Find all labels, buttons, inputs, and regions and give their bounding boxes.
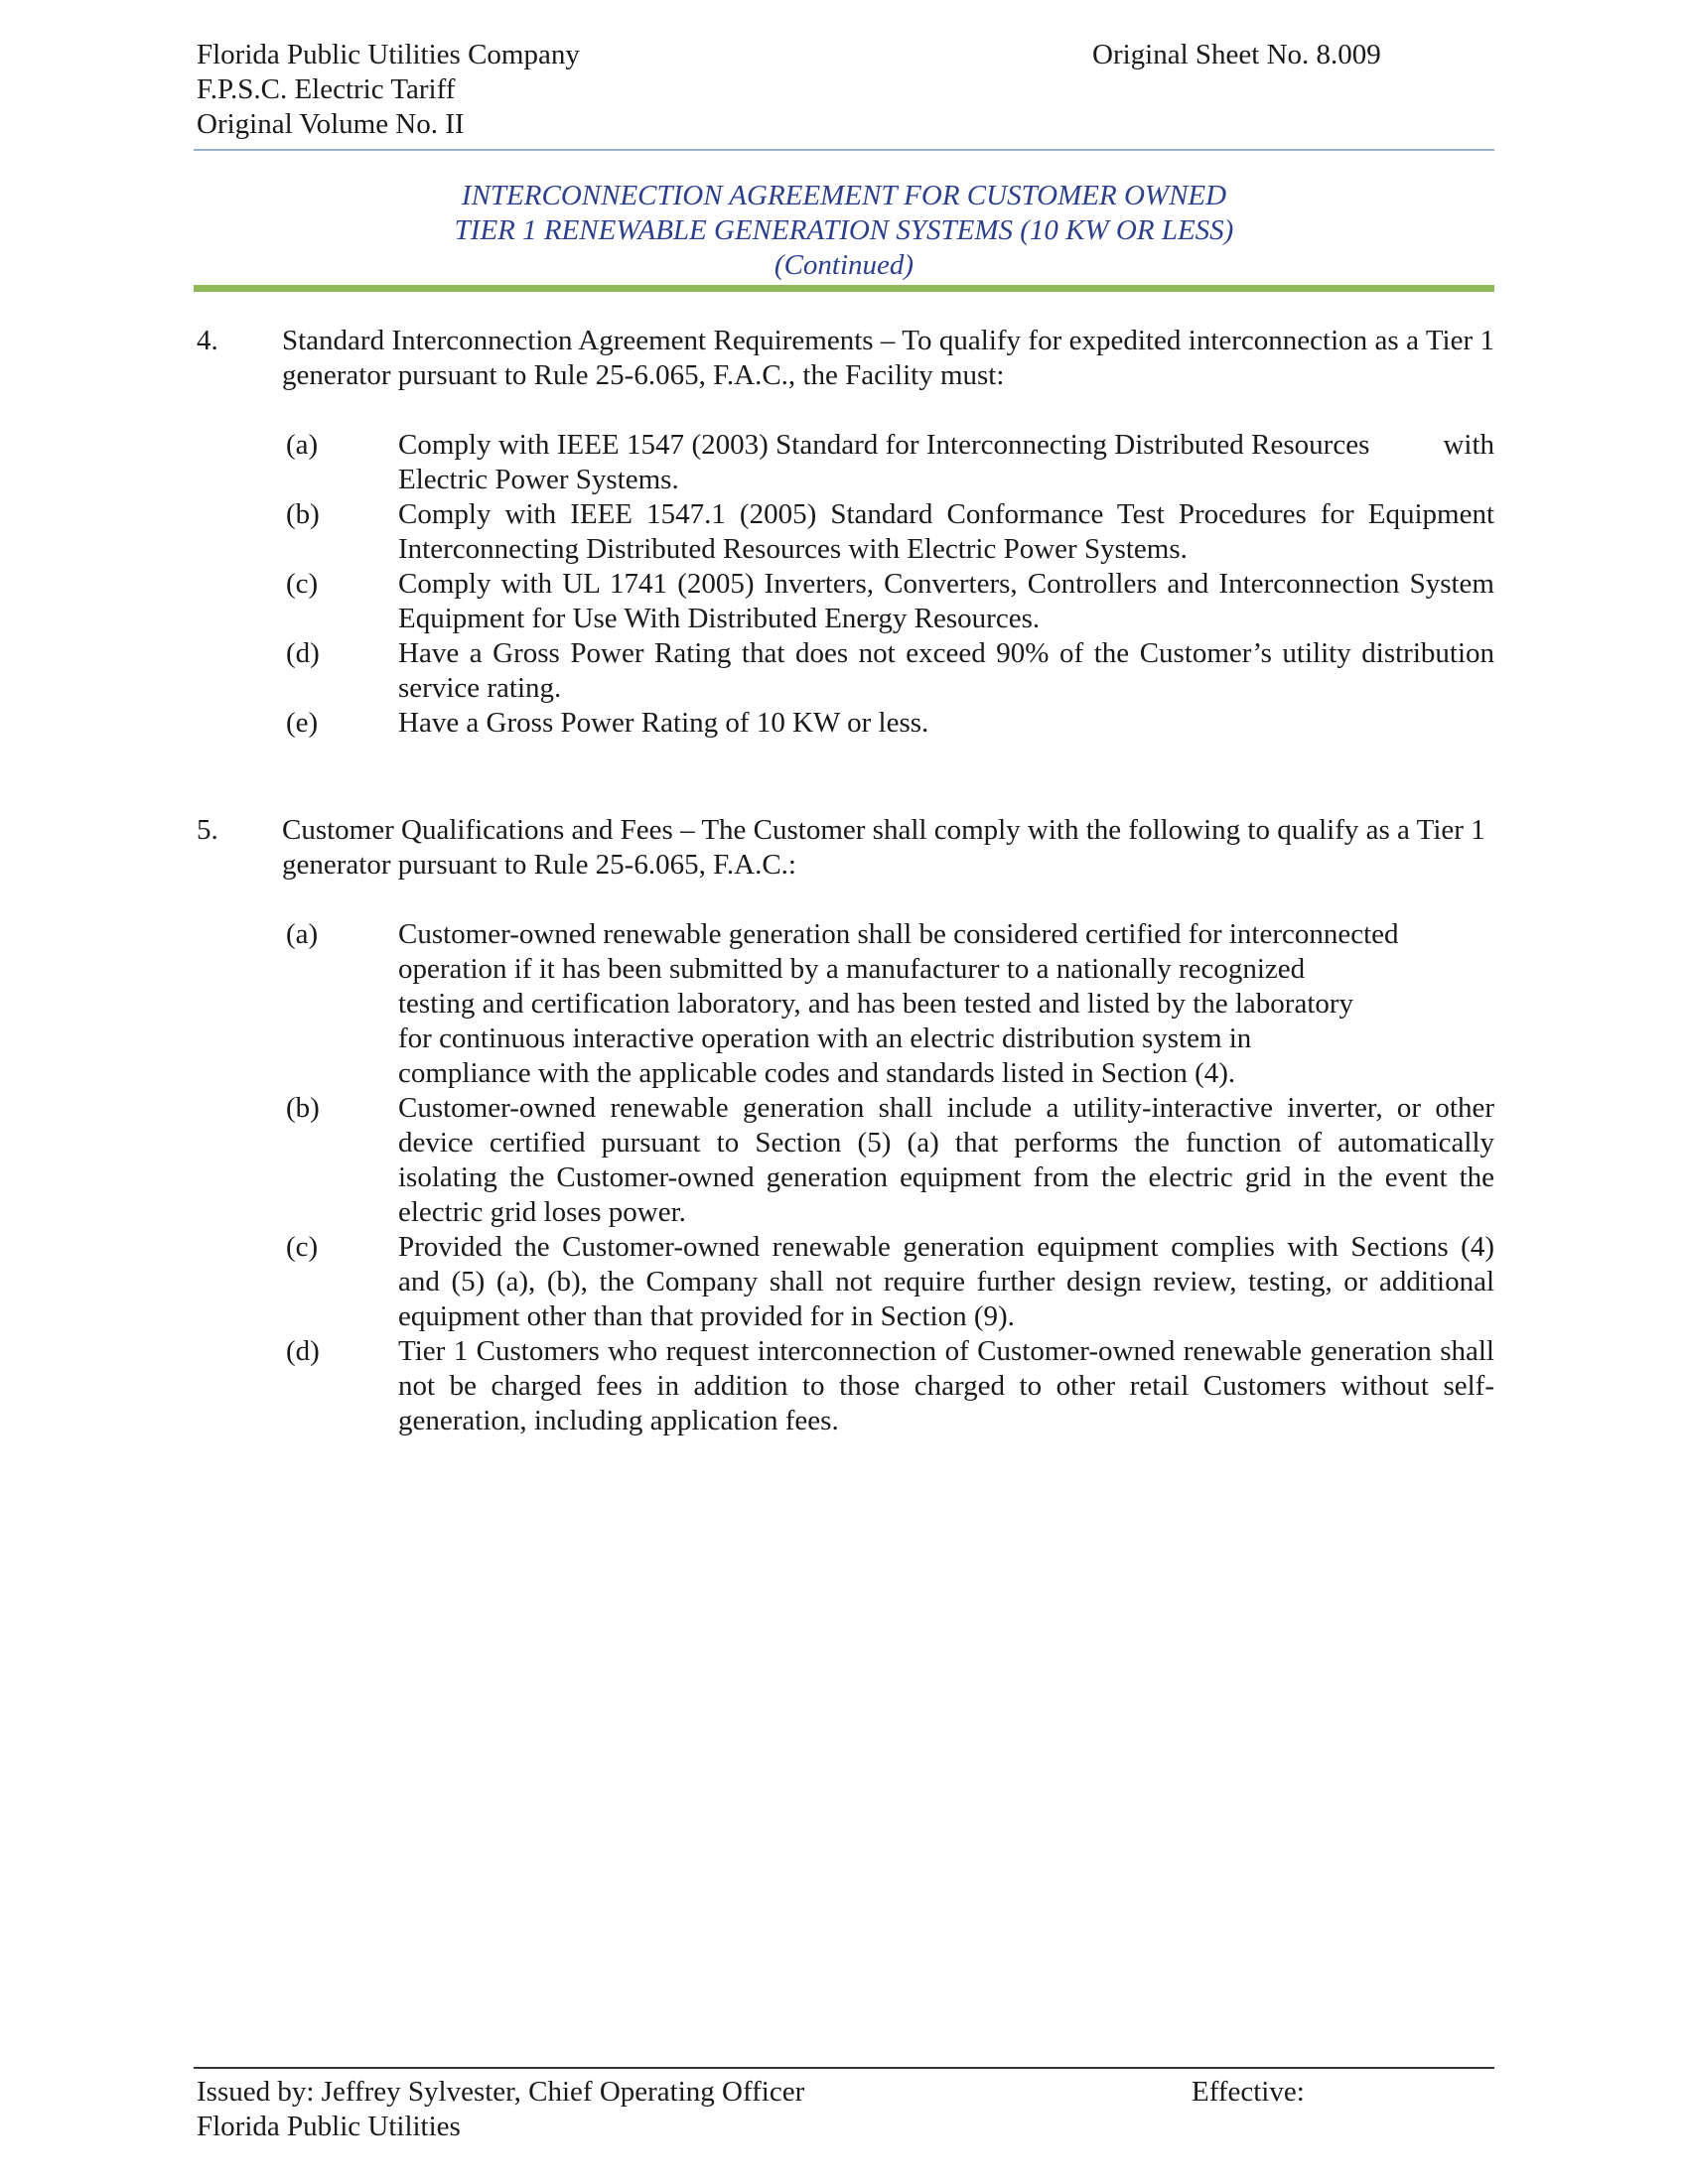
footer-left (197, 2075, 804, 2144)
volume-label: Original Volume No. II (197, 108, 465, 140)
list-item (286, 917, 1494, 1091)
item-letter: (e) (286, 707, 319, 739)
footer-divider (194, 2067, 1494, 2069)
issued-by: Issued by: Jeffrey Sylvester, Chief Operating Officer (197, 2076, 805, 2108)
list-item (286, 567, 1494, 636)
item-text: Have a Gross Power Rating that does not exceed 90% of the Customer’s utility distribution service rating. (398, 637, 1494, 704)
item-letter: (b) (286, 498, 320, 530)
item-letter: (b) (286, 1092, 320, 1124)
section-4 (197, 324, 1502, 741)
effective-date-label: Effective: (1192, 2076, 1305, 2108)
item-text: Tier 1 Customers who request interconnection of Customer-owned renewable generation shall not be charged fees in addition to those charged to other retail Customers without self-generation, including application fees. (398, 1335, 1494, 1436)
item-line: Customer-owned renewable generation shall be considered certified for interconnected (398, 918, 1399, 950)
company-name: Florida Public Utilities Company (197, 39, 580, 70)
section-heading-text: Customer Qualifications and Fees – The Customer shall comply with the following to qualify as a Tier 1 generator pursuant to Rule 25-6.065, F.A.C.: (282, 814, 1485, 881)
item-letter: (c) (286, 568, 319, 600)
footer-organization: Florida Public Utilities (197, 2111, 461, 2142)
section-heading-text: Standard Interconnection Agreement Requirements – To qualify for expedited interconnection as a Tier 1 generator pursuant to Rule 25-6.065, F.A.C., the Facility must: (282, 325, 1494, 391)
item-letter: (d) (286, 637, 320, 669)
item-text: Provided the Customer-owned renewable generation equipment complies with Sections (4) and (5) (a), (b), the Company shall not require further design review, testing, or additional equipment other than that provided for in Section (9). (398, 1231, 1494, 1332)
item-line: operation if it has been submitted by a manufacturer to a nationally recognized (398, 953, 1306, 985)
item-letter: (c) (286, 1231, 319, 1263)
section-4-items (197, 428, 1502, 741)
item-text: Have a Gross Power Rating of 10 KW or less. (398, 707, 929, 739)
list-item (286, 636, 1494, 706)
item-text: Customer-owned renewable generation shall include a utility-interactive inverter, or other device certified pursuant to Section (5) (a) that performs the function of automatically isolating the Customer-owned generation equipment from the electric grid in the event the electric grid loses power. (398, 1092, 1494, 1228)
item-line: for continuous interactive operation with an electric distribution system in (398, 1023, 1252, 1054)
title-continued: (Continued) (774, 249, 914, 281)
list-item (286, 428, 1502, 497)
sheet-number: Original Sheet No. 8.009 (1092, 39, 1381, 70)
tariff-name: F.P.S.C. Electric Tariff (197, 73, 456, 105)
section-5-items (197, 917, 1494, 1438)
item-letter: (a) (286, 918, 319, 950)
section-5 (197, 813, 1494, 1438)
header-divider (194, 149, 1494, 151)
list-item (286, 1091, 1494, 1230)
section-number: 5. (197, 814, 218, 846)
header-left (197, 38, 580, 142)
title-line-2: TIER 1 RENEWABLE GENERATION SYSTEMS (10 KW OR LESS) (454, 214, 1234, 246)
item-text: Comply with IEEE 1547.1 (2005) Standard Conformance Test Procedures for Equipment Interconnecting Distributed Resources with Electric Power Systems. (398, 498, 1494, 565)
document-title (194, 179, 1494, 283)
list-item (286, 706, 1494, 741)
list-item (286, 497, 1494, 567)
item-letter: (d) (286, 1335, 320, 1367)
list-item (286, 1230, 1494, 1334)
item-line: compliance with the applicable codes and standards listed in Section (4). (398, 1057, 1236, 1089)
title-divider (194, 285, 1494, 292)
item-line: testing and certification laboratory, and has been tested and listed by the laboratory (398, 988, 1354, 1020)
item-text: Comply with UL 1741 (2005) Inverters, Converters, Controllers and Interconnection System Equipment for Use With Distributed Energy Resources. (398, 568, 1494, 634)
list-item (286, 1334, 1494, 1438)
title-line-1: INTERCONNECTION AGREEMENT FOR CUSTOMER OWNED (461, 180, 1227, 211)
item-text (398, 917, 1494, 1091)
item-letter: (a) (286, 429, 319, 461)
item-text: Comply with IEEE 1547 (2003) Standard for Interconnecting Distributed Resources with Electric Power Systems. (398, 429, 1502, 495)
section-number: 4. (197, 325, 218, 356)
